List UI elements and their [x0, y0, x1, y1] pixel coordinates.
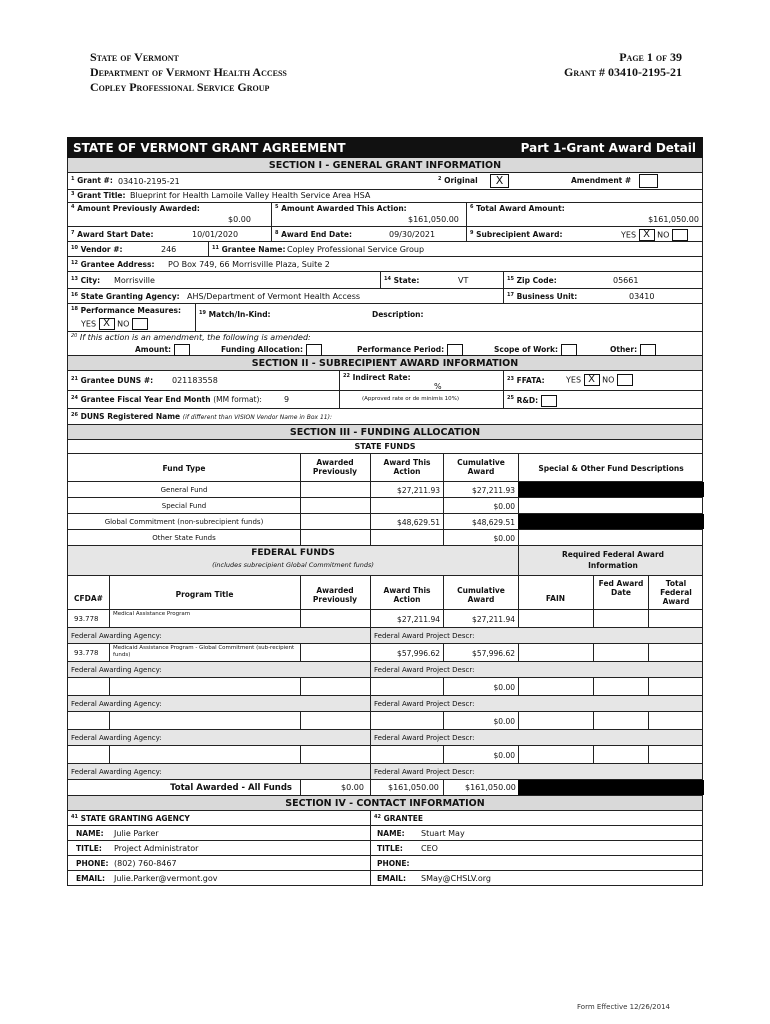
col-fund-type: Fund Type: [162, 464, 206, 473]
duns-reg-note: (if different than VISION Vendor Name in Box 11):: [182, 414, 332, 421]
zip-label: Zip Code:: [516, 276, 557, 285]
section-1-heading: SECTION I - GENERAL GRANT INFORMATION: [67, 158, 703, 173]
start-date-value: 10/01/2020: [192, 230, 239, 239]
form-title: STATE OF VERMONT GRANT AGREEMENT: [73, 141, 346, 155]
federal-fund-row: [67, 712, 703, 730]
fye-label: Grantee Fiscal Year End Month: [80, 395, 211, 404]
section-3-heading: SECTION III - FUNDING ALLOCATION: [67, 425, 703, 440]
federal-agency-label: Federal Awarding Agency:: [71, 734, 162, 742]
row-duns: $^{21}$ Grantee DUNS #: 021183558 $^{22}$ Indirect Rate: $^{23}$ FFATA: YES X NO: [67, 371, 703, 391]
amendment-number-box[interactable]: [639, 174, 658, 188]
header-department: Department of Vermont Health Access: [90, 65, 287, 79]
amend-other-label: Other:: [610, 345, 638, 354]
state-funds-header: [67, 454, 703, 482]
end-date-label: Award End Date:: [281, 230, 352, 239]
start-date-label: Award Start Date:: [77, 230, 154, 239]
grant-award-form: [67, 137, 703, 886]
business-unit-label: Business Unit:: [516, 292, 578, 301]
prev-awarded-label: Amount Previously Awarded:: [77, 204, 200, 213]
amend-funding-checkbox[interactable]: [306, 344, 322, 356]
federal-agency-label: Federal Awarding Agency:: [71, 768, 162, 776]
agency-contact-value: Julie.Parker@vermont.gov: [114, 874, 218, 883]
fund-cumulative: $27,211.93: [472, 486, 515, 495]
indirect-note: (Approved rate or de minimis 10%): [362, 396, 459, 402]
col-total-federal-award: Total Federal Award: [660, 579, 692, 606]
fed-col-awarded-previously: Awarded Previously: [312, 586, 358, 604]
fund-cumulative: $0.00: [493, 502, 515, 511]
grantee-contact-value: SMay@CHSLV.org: [421, 874, 491, 883]
federal-agency-row: [67, 764, 703, 780]
sub-yes-label: YES: [621, 230, 637, 240]
fund-type: Other State Funds: [152, 534, 216, 542]
grantee-name-label: Grantee Name:: [221, 245, 286, 254]
agency-contact-heading: STATE GRANTING AGENCY: [80, 814, 190, 823]
agency-contact-value: Project Administrator: [114, 844, 199, 853]
fund-this-action: $48,629.51: [397, 518, 440, 527]
row-fiscal-year: % $^{24}$ Grantee Fiscal Year End Month (MM format): 9 (Approved rate or de minimis 10%) $^{25}$ R&D:: [67, 391, 703, 409]
contact-row: [67, 871, 703, 886]
total-this-value: $161,050.00: [388, 783, 439, 792]
total-cum-value: $161,050.00: [465, 783, 516, 792]
fed-this-action: $27,211.94: [397, 615, 440, 624]
fund-cumulative: $48,629.51: [472, 518, 515, 527]
fed-col-cumulative-award: Cumulative Award: [457, 586, 505, 604]
row-dates: $^7$ Award Start Date: 10/01/2020 $^8$ Award End Date: 09/30/2021 $^9$ Subrecipient Award: YES X NO: [67, 227, 703, 242]
address-label: Grantee Address:: [80, 260, 155, 269]
page-number: Page 1 of 39: [619, 50, 682, 64]
row-grant-number: $^1$ Grant #: 03410-2195-21 $^2$ Original X Amendment #: [67, 173, 703, 190]
fund-type: General Fund: [160, 486, 208, 494]
header-state: State of Vermont: [90, 50, 179, 64]
contact-row: [67, 826, 703, 841]
row-duns-registered: $^{26}$ DUNS Registered Name (if different than VISION Vendor Name in Box 11):: [67, 409, 703, 425]
fye-value: 9: [284, 395, 290, 404]
amend-amount-label: Amount:: [135, 345, 172, 354]
vendor-value: 246: [161, 245, 177, 254]
row-city: $^{13}$ City: Morrisville $^{14}$ State: VT $^{15}$ Zip Code: 05661: [67, 272, 703, 289]
federal-fund-row: [67, 678, 703, 696]
federal-agency-row: [67, 662, 703, 678]
contact-row: [67, 856, 703, 871]
amend-scope-label: Scope of Work:: [494, 345, 558, 354]
fed-cumulative: $0.00: [493, 751, 515, 760]
contact-row: [67, 841, 703, 856]
contact-field-label: PHONE:: [76, 859, 109, 868]
perf-no-label: NO: [117, 319, 130, 329]
state-value: VT: [458, 276, 469, 285]
section-4-heading: SECTION IV - CONTACT INFORMATION: [67, 796, 703, 811]
agency-value: AHS/Department of Vermont Health Access: [187, 292, 361, 301]
agency-contact-value: (802) 760-8467: [114, 859, 177, 868]
row-amounts: $^4$ Amount Previously Awarded: $0.00 $^5$ Amount Awarded This Action: $161,050.00 $^6$ Total Award Amount: $161,050.00: [67, 203, 703, 227]
contact-field-label: EMAIL:: [377, 874, 406, 883]
federal-agency-row: [67, 730, 703, 746]
vendor-label: Vendor #:: [80, 245, 123, 254]
contact-field-label: TITLE:: [377, 844, 403, 853]
amend-scope-checkbox[interactable]: [561, 344, 577, 356]
special-description-cell: [518, 498, 704, 513]
document-header-left: [90, 50, 287, 95]
contact-field-label: PHONE:: [377, 859, 410, 868]
perf-no-checkbox[interactable]: [132, 318, 148, 330]
ffata-label: FFATA:: [516, 376, 545, 385]
contact-field-label: EMAIL:: [76, 874, 105, 883]
end-date-value: 09/30/2021: [389, 230, 436, 239]
perf-yes-label: YES: [81, 319, 97, 329]
state-fund-row: [67, 498, 703, 514]
federal-fund-row: [67, 610, 703, 628]
federal-agency-row: [67, 628, 703, 644]
form-effective-date: Form Effective 12/26/2014: [577, 1003, 670, 1011]
federal-funds-heading: FEDERAL FUNDS: [251, 548, 335, 558]
grant-number-header: Grant # 03410-2195-21: [564, 65, 682, 79]
total-prev-value: $0.00: [341, 783, 364, 792]
sub-yes-checkbox[interactable]: X: [639, 229, 655, 241]
rd-label: R&D:: [516, 396, 539, 405]
city-value: Morrisville: [114, 276, 155, 285]
federal-funds-note: (includes subrecipient Global Commitment funds): [212, 561, 374, 569]
zip-value: 05661: [613, 276, 639, 285]
grant-title-value: Blueprint for Health Lamoile Valley Health Service Area HSA: [130, 191, 371, 200]
perf-yes-checkbox[interactable]: X: [99, 318, 115, 330]
indirect-label: Indirect Rate:: [352, 373, 411, 382]
federal-agency-row: [67, 696, 703, 712]
agency-label: State Granting Agency:: [80, 292, 180, 301]
fed-this-action: $57,996.62: [397, 649, 440, 658]
prev-awarded-value: $0.00: [228, 215, 251, 224]
row-vendor: $^{10}$ Vendor #: 246 $^{11}$ Grantee Name: Copley Professional Service Group: [67, 242, 703, 257]
state-label: State:: [393, 276, 420, 285]
grantee-name-value: Copley Professional Service Group: [287, 245, 425, 254]
contact-field-label: NAME:: [76, 829, 104, 838]
ffata-yes-checkbox[interactable]: X: [584, 374, 600, 386]
this-action-value: $161,050.00: [408, 215, 459, 224]
contact-heads: $^{41}$ STATE GRANTING AGENCY $^{42}$ GRANTEE: [67, 811, 703, 826]
match-label: Match/In-Kind:: [208, 310, 271, 319]
ffata-no-label: NO: [602, 375, 615, 385]
fund-type: Global Commitment (non-subrecipient funds): [104, 518, 264, 526]
col-special-descriptions: Special & Other Fund Descriptions: [538, 464, 684, 473]
fed-cumulative: $27,211.94: [472, 615, 515, 624]
fed-cumulative: $0.00: [493, 683, 515, 692]
fed-cumulative: $0.00: [493, 717, 515, 726]
fund-cumulative: $0.00: [493, 534, 515, 543]
state-fund-row: [67, 530, 703, 546]
federal-project-label: Federal Award Project Descr:: [374, 768, 475, 776]
amend-funding-label: Funding Allocation:: [221, 345, 303, 354]
row-address: $^{12}$ Grantee Address: PO Box 749, 66 Morrisville Plaza, Suite 2: [67, 257, 703, 272]
duns-value: 021183558: [172, 376, 218, 385]
grant-no-label: Grant #:: [77, 176, 113, 185]
grantee-contact-value: Stuart May: [421, 829, 465, 838]
row-performance: $^{18}$ Performance Measures: YES X NO $^{19}$ Match/In-Kind: Description:: [67, 304, 703, 332]
col-awarded-previously: Awarded Previously: [312, 458, 358, 476]
special-description-cell: [518, 530, 704, 545]
program-title: Medicaid Assistance Program - Global Commitment (sub-recipient funds): [113, 645, 295, 658]
form-title-bar: [67, 137, 703, 158]
ffata-yes-label: YES: [566, 375, 582, 385]
grantee-contact-value: CEO: [421, 844, 438, 853]
federal-fund-row: [67, 746, 703, 764]
indirect-pct: %: [434, 382, 442, 391]
federal-project-label: Federal Award Project Descr:: [374, 734, 475, 742]
federal-columns-header: [67, 576, 703, 610]
contact-field-label: TITLE:: [76, 844, 102, 853]
header-grantee: Copley Professional Service Group: [90, 80, 270, 94]
row-grant-title: $^3$ Grant Title: Blueprint for Health Lamoile Valley Health Service Area HSA: [67, 190, 703, 203]
col-fain: FAIN: [545, 594, 566, 603]
amendment-label: Amendment #: [571, 176, 632, 185]
fund-this-action: $27,211.93: [397, 486, 440, 495]
fye-format: (MM format):: [213, 395, 262, 404]
original-checkbox[interactable]: X: [490, 174, 509, 188]
federal-project-label: Federal Award Project Descr:: [374, 632, 475, 640]
duns-label: Grantee DUNS #:: [80, 376, 154, 385]
rd-checkbox[interactable]: [541, 395, 557, 407]
grant-title-label: Grant Title:: [77, 191, 126, 200]
federal-agency-label: Federal Awarding Agency:: [71, 700, 162, 708]
amend-perf-label: Performance Period:: [357, 345, 445, 354]
original-label: Original: [444, 176, 478, 185]
col-award-this-action: Award This Action: [383, 458, 431, 476]
amend-perf-checkbox[interactable]: [447, 344, 463, 356]
address-value: PO Box 749, 66 Morrisville Plaza, Suite 2: [168, 260, 330, 269]
business-unit-value: 03410: [629, 292, 655, 301]
col-cfda: CFDA#: [74, 594, 103, 603]
description-label: Description:: [372, 310, 424, 319]
total-award-value: $161,050.00: [648, 215, 699, 224]
federal-agency-label: Federal Awarding Agency:: [71, 632, 162, 640]
sub-no-checkbox[interactable]: [672, 229, 688, 241]
duns-reg-label: DUNS Registered Name: [80, 412, 181, 421]
fund-type: Special Fund: [161, 502, 207, 510]
federal-project-label: Federal Award Project Descr:: [374, 700, 475, 708]
cfda-number: 93.778: [74, 615, 99, 623]
federal-agency-label: Federal Awarding Agency:: [71, 666, 162, 674]
special-description-cell: [518, 514, 704, 529]
federal-fund-row: [67, 644, 703, 662]
ffata-no-checkbox[interactable]: [617, 374, 633, 386]
cfda-number: 93.778: [74, 649, 99, 657]
section-2-heading: SECTION II - SUBRECIPIENT AWARD INFORMATION: [67, 356, 703, 371]
form-part-title: Part 1-Grant Award Detail: [520, 141, 696, 155]
this-action-label: Amount Awarded This Action:: [281, 204, 407, 213]
grantee-contact-heading: GRANTEE: [383, 814, 423, 823]
federal-funds-header: [67, 546, 703, 576]
col-program-title: Program Title: [175, 590, 234, 599]
document-header-right: [564, 50, 682, 80]
row-agency: $^{16}$ State Granting Agency: AHS/Department of Vermont Health Access $^{17}$ Business Unit: 03410: [67, 289, 703, 304]
amend-amount-checkbox[interactable]: [174, 344, 190, 356]
state-fund-row: [67, 482, 703, 498]
amend-text: If this action is an amendment, the following is amended:: [79, 333, 311, 342]
sub-no-label: NO: [657, 230, 670, 240]
special-description-cell: [518, 482, 704, 497]
subrecipient-label: Subrecipient Award:: [476, 230, 563, 239]
state-funds-heading: STATE FUNDS: [67, 440, 703, 454]
perf-label: Performance Measures:: [80, 306, 182, 315]
contact-field-label: NAME:: [377, 829, 405, 838]
agency-contact-value: Julie Parker: [114, 829, 159, 838]
program-title: Medical Assistance Program: [113, 611, 191, 617]
row-amendment: $^{20}$ If this action is an amendment, the following is amended: Amount: Funding Allocation: Performance Period: Scope of Work: Other:: [67, 332, 703, 356]
city-label: City:: [80, 276, 101, 285]
total-award-label: Total Award Amount:: [476, 204, 565, 213]
fed-col-award-this-action: Award This Action: [383, 586, 431, 604]
amend-other-checkbox[interactable]: [640, 344, 656, 356]
col-cumulative-award: Cumulative Award: [457, 458, 505, 476]
total-awarded-row: [67, 780, 703, 796]
federal-project-label: Federal Award Project Descr:: [374, 666, 475, 674]
col-fed-award-date: Fed Award Date: [598, 579, 644, 597]
total-awarded-label: Total Awarded - All Funds: [170, 783, 292, 793]
fed-cumulative: $57,996.62: [472, 649, 515, 658]
required-federal-info: Required Federal Award Information: [561, 550, 665, 570]
state-fund-row: [67, 514, 703, 530]
grant-no-value: 03410-2195-21: [118, 177, 180, 186]
